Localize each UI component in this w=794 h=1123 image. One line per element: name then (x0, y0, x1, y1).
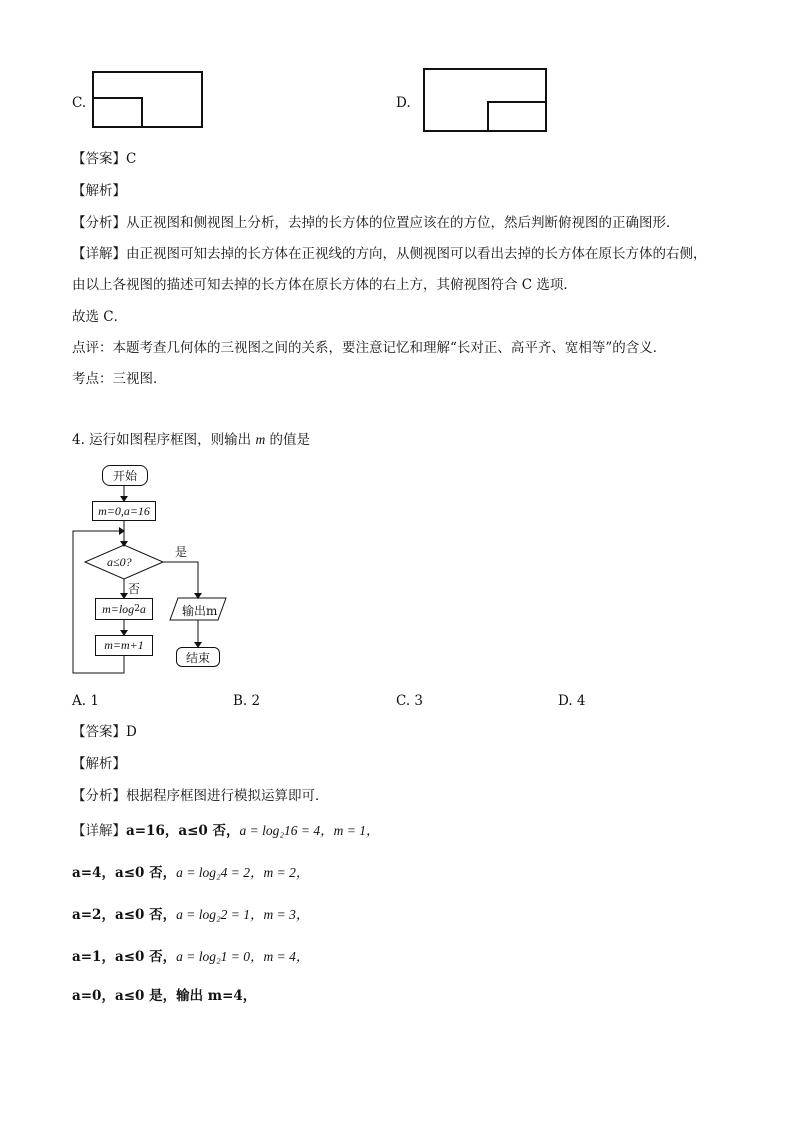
q4-analysis-heading: 【解析】 (72, 756, 126, 772)
q4-option-b: B. 2 (233, 693, 261, 709)
flow-increment: m=m+1 (95, 635, 153, 656)
flow-assign-log: m=log 2 a (95, 598, 153, 620)
q3-answer: 【答案】C (72, 151, 137, 167)
q4-option-c: C. 3 (396, 693, 424, 709)
q4-option-a: A. 1 (72, 693, 99, 709)
flow-yes-label: 是 (175, 545, 188, 559)
q3-comment: 点评：本题考查几何体的三视图之间的关系，要注意记忆和理解“长对正、高平齐、宽相等”的含义． (72, 340, 667, 356)
q3-analysis-heading: 【解析】 (72, 183, 126, 199)
flow-init: m=0,a=16 (92, 501, 156, 521)
q4-stem: 4. 运行如图程序框图，则输出 m 的值是 (72, 432, 311, 448)
flow-end: 结束 (176, 647, 220, 667)
q4-step-4: a=1，a≤0 否，a = log₂1 = 0，m = 4， (72, 949, 310, 965)
q3-kaodian: 考点：三视图． (72, 371, 167, 387)
q3-conclusion: 故选 C． (72, 309, 128, 325)
flow-no-label: 否 (128, 582, 141, 596)
q3-fenxi: 【分析】从正视图和侧视图上分析，去掉的长方体的位置应该在的方位，然后判断俯视图的正确图形． (72, 215, 680, 231)
q4-answer: 【答案】D (72, 724, 137, 740)
q3-xiangjie-line2: 由以上各视图的描述可知去掉的长方体在原长方体的右上方，其俯视图符合 C 选项． (72, 277, 577, 293)
flow-output: 输出m (182, 604, 218, 618)
q4-step-5: a=0，a≤0 是，输出 m=4， (72, 988, 257, 1004)
q4-step-1: 【详解】a=16，a≤0 否，a = log₂16 = 4，m = 1， (72, 823, 380, 839)
q4-option-d: D. 4 (558, 693, 586, 709)
q4-step-3: a=2，a≤0 否，a = log₂2 = 1，m = 3， (72, 907, 310, 923)
flow-condition: a≤0? (107, 555, 132, 569)
option-c-label: C. (72, 95, 87, 111)
flow-start: 开始 (102, 465, 148, 486)
option-d-label: D. (396, 95, 411, 111)
q3-xiangjie-line1: 【详解】由正视图可知去掉的长方体在正视线的方向，从侧视图可以看出去掉的长方体在原长方体的右侧， (72, 246, 707, 262)
q4-step-2: a=4，a≤0 否，a = log₂4 = 2，m = 2， (72, 865, 310, 881)
q4-fenxi: 【分析】根据程序框图进行模拟运算即可． (72, 788, 329, 804)
